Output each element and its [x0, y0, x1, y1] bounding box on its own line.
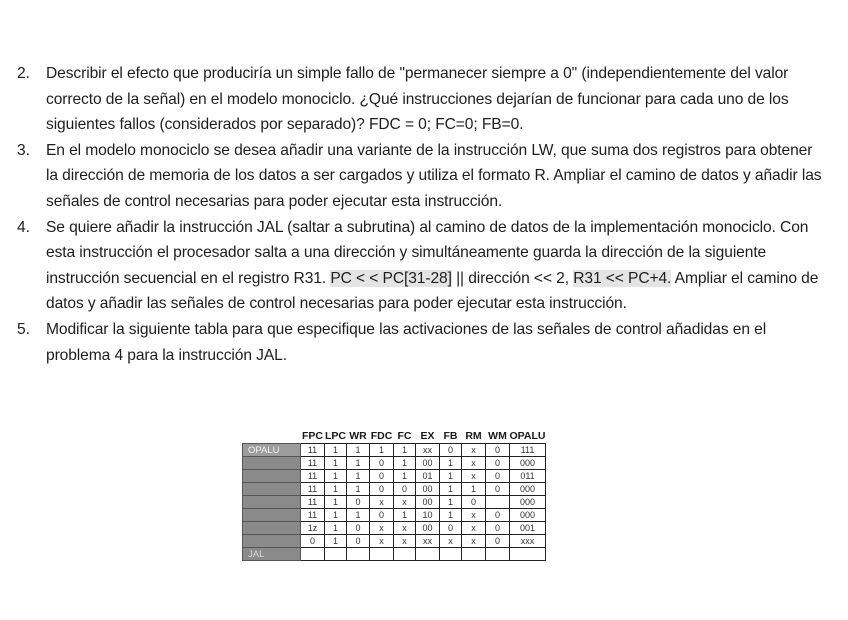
table-cell: 1 — [325, 457, 347, 470]
table-cell: 1 — [325, 496, 347, 509]
table-cell: 1 — [325, 522, 347, 535]
row-label — [243, 522, 301, 535]
table-cell: 0 — [440, 444, 462, 457]
table-cell: 1 — [347, 509, 370, 522]
table-row — [243, 483, 546, 496]
table-cell: 10 — [416, 509, 440, 522]
table-cell: 1 — [394, 444, 416, 457]
table-cell — [440, 548, 462, 561]
table-header-row — [243, 428, 546, 444]
row-label: JAL — [243, 548, 301, 561]
table-cell: 1 — [462, 483, 486, 496]
table-cell: x — [462, 535, 486, 548]
table-cell: 11 — [301, 483, 325, 496]
table-cell: 1 — [325, 509, 347, 522]
table-cell: 00 — [416, 457, 440, 470]
table-cell: 0 — [486, 522, 510, 535]
table-cell — [486, 496, 510, 509]
column-header: FC — [397, 429, 412, 442]
table-cell: x — [462, 470, 486, 483]
table-row — [243, 496, 546, 509]
row-label — [243, 535, 301, 548]
table-cell: x — [394, 535, 416, 548]
table-row — [243, 548, 546, 561]
table-cell — [462, 548, 486, 561]
table-cell: 0 — [440, 522, 462, 535]
table-cell: x — [370, 535, 394, 548]
table-cell — [486, 548, 510, 561]
table-cell: 01 — [416, 470, 440, 483]
table-cell: 1 — [394, 470, 416, 483]
table-cell: 11 — [301, 496, 325, 509]
table-cell: 00 — [416, 522, 440, 535]
table-cell: x — [462, 509, 486, 522]
column-header: FDC — [370, 429, 393, 442]
table-cell: 1 — [347, 457, 370, 470]
problem-number: 4. — [17, 218, 30, 236]
column-header: OPALU — [509, 429, 546, 442]
column-header: WR — [349, 429, 367, 442]
table-cell: 000 — [510, 509, 546, 522]
problem-2 — [17, 61, 825, 138]
problem-text: En el modelo monociclo se desea añadir una variante de la instrucción LW, que suma dos registros para obtener la dirección de memoria de los datos a ser cargados y utiliza el formato R. Ampliar el camino de datos y añadir las señales de control necesarias para poder ejecutar esta instrucción. — [46, 141, 822, 210]
table-row — [243, 535, 546, 548]
table-cell: x — [394, 496, 416, 509]
table-cell: 11 — [301, 457, 325, 470]
table-row — [243, 457, 546, 470]
table-cell — [347, 548, 370, 561]
highlighted-formula: R31 << PC+4. — [573, 269, 672, 287]
table-cell: 1 — [440, 496, 462, 509]
problem-4 — [17, 215, 825, 317]
table-row — [243, 470, 546, 483]
column-header: FB — [443, 429, 458, 442]
table-cell: 1 — [347, 470, 370, 483]
table-cell: 00 — [416, 496, 440, 509]
table-cell: 0 — [486, 535, 510, 548]
table-cell: 1 — [440, 509, 462, 522]
table-cell: 000 — [510, 496, 546, 509]
table-cell: 001 — [510, 522, 546, 535]
table-cell: 1 — [325, 470, 347, 483]
problem-number: 5. — [17, 320, 30, 338]
table-row — [243, 509, 546, 522]
row-label — [243, 470, 301, 483]
problem-5 — [17, 317, 825, 368]
table-cell: 1 — [440, 483, 462, 496]
column-header: WM — [488, 429, 507, 442]
table-cell: 0 — [394, 483, 416, 496]
table-cell — [416, 548, 440, 561]
problem-number: 2. — [17, 65, 30, 82]
table-cell: x — [440, 535, 462, 548]
table-cell: 011 — [510, 470, 546, 483]
table-cell: 000 — [510, 457, 546, 470]
table-cell: 1 — [440, 470, 462, 483]
column-header: RM — [465, 429, 482, 442]
table-cell: 0 — [370, 457, 394, 470]
table-cell: x — [394, 522, 416, 535]
table-cell: 0 — [370, 509, 394, 522]
table-cell: 0 — [301, 535, 325, 548]
problem-number: 3. — [17, 141, 30, 159]
table-cell — [510, 548, 546, 561]
table-row — [243, 444, 546, 457]
table-cell: x — [370, 496, 394, 509]
table-cell: 1 — [370, 444, 394, 457]
table-cell: 11 — [301, 470, 325, 483]
table-cell: 0 — [370, 483, 394, 496]
table-cell: 0 — [486, 509, 510, 522]
table-cell — [301, 548, 325, 561]
highlighted-formula: PC < < PC[31-28] — [330, 269, 452, 287]
table-cell: 1z — [301, 522, 325, 535]
table-cell: xx — [416, 535, 440, 548]
row-label — [243, 496, 301, 509]
problem-list — [17, 61, 825, 368]
table-cell: 0 — [347, 496, 370, 509]
table-cell — [370, 548, 394, 561]
table-cell: 0 — [370, 470, 394, 483]
table-cell: 0 — [486, 470, 510, 483]
column-header: LPC — [325, 429, 346, 442]
table-cell: 000 — [510, 483, 546, 496]
table-cell: 11 — [301, 509, 325, 522]
row-label — [243, 509, 301, 522]
table-cell: x — [370, 522, 394, 535]
table-cell: x — [462, 457, 486, 470]
table-cell: 0 — [486, 444, 510, 457]
table-cell: xx — [416, 444, 440, 457]
problem-text: Se quiere añadir la instrucción JAL (saltar a subrutina) al camino de datos de la implementación monociclo. Con esta instrucción el procesador salta a una dirección y simultáneamente guarda la dirección de la siguiente instrucción secuencial en el registro R31. — [46, 218, 809, 287]
table-cell: 0 — [486, 483, 510, 496]
row-label — [243, 483, 301, 496]
row-label: OPALU — [243, 444, 301, 457]
table-cell: 0 — [347, 535, 370, 548]
table-cell: 00 — [416, 483, 440, 496]
problem-text: Ampliar el camino de datos y añadir las señales de control necesarias para poder ejecutar esta instrucción. — [46, 269, 819, 313]
control-signal-table — [242, 428, 546, 561]
table-corner — [243, 428, 301, 444]
table-cell: 0 — [486, 457, 510, 470]
column-header: FPC — [302, 429, 323, 442]
table-cell: 1 — [394, 457, 416, 470]
table-cell: 0 — [462, 496, 486, 509]
table-cell: x — [462, 444, 486, 457]
row-label — [243, 457, 301, 470]
problem-text: Modificar la siguiente tabla para que especifique las activaciones de las señales de control añadidas en el problema 4 para la instrucción JAL. — [46, 320, 767, 364]
table-cell: xxx — [510, 535, 546, 548]
table-cell: 111 — [510, 444, 546, 457]
control-signal-table-container — [242, 428, 546, 561]
table-row — [243, 522, 546, 535]
table-cell: 1 — [347, 483, 370, 496]
problem-3 — [17, 138, 825, 215]
problem-text: || dirección << 2, — [456, 269, 569, 287]
table-cell: 0 — [347, 522, 370, 535]
problem-text: Describir el efecto que produciría un simple fallo de "permanecer siempre a 0" (independientemente del valor correcto de la señal) en el modelo monociclo. ¿Qué instrucciones dejarían de funcionar para cada uno de los siguientes fallos (considerados por separado)? FDC = 0; FC=0; FB=0. — [46, 65, 789, 134]
table-cell: 1 — [347, 444, 370, 457]
table-cell — [394, 548, 416, 561]
table-cell: x — [462, 522, 486, 535]
table-cell: 1 — [325, 444, 347, 457]
table-cell: 11 — [301, 444, 325, 457]
table-cell: 1 — [325, 535, 347, 548]
table-cell — [325, 548, 347, 561]
table-cell: 1 — [325, 483, 347, 496]
table-cell: 1 — [394, 509, 416, 522]
column-header: EX — [420, 429, 435, 442]
table-body — [243, 444, 546, 561]
table-cell: 1 — [440, 457, 462, 470]
